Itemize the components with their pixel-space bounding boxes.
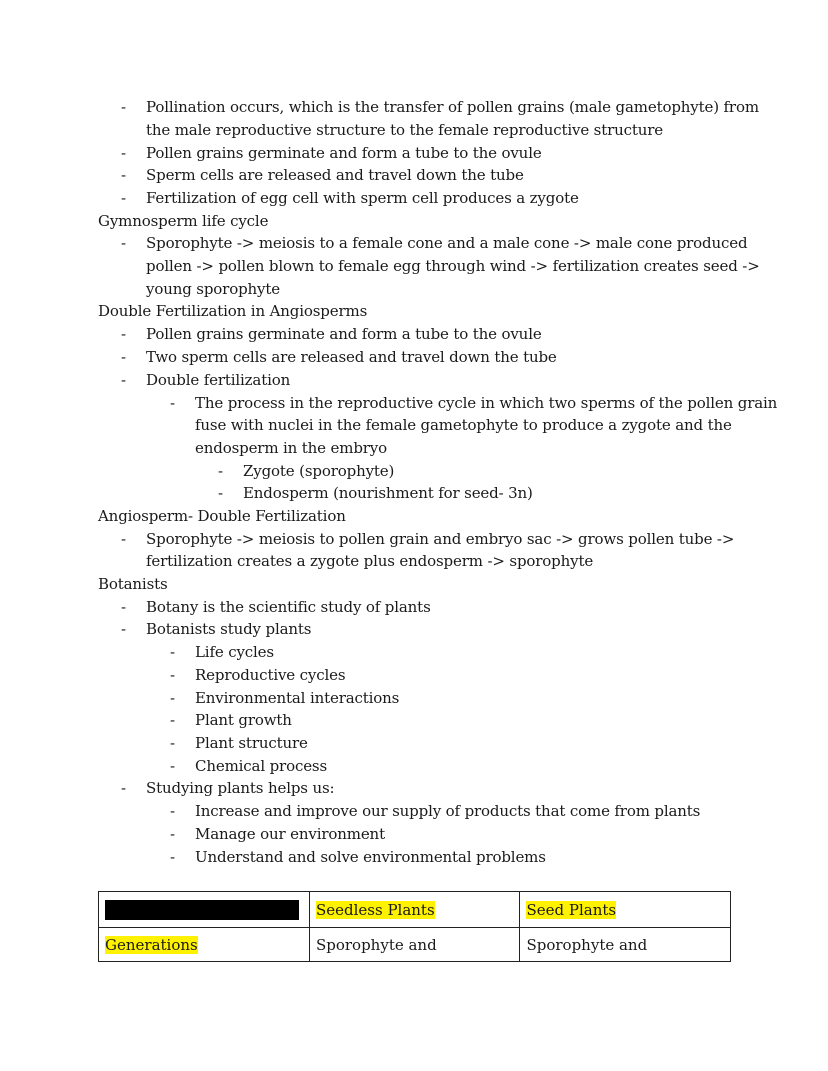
bullet-dash: - [121, 98, 127, 116]
helps-item-1: Increase and improve our supply of products that come from plants [195, 802, 701, 820]
pollination-line-1: Pollination occurs, which is the transfer of pollen grains (male gametophyte) from [146, 98, 759, 116]
gymnosperm-line-2: pollen -> pollen blown to female egg through wind -> fertilization creates seed -> [146, 257, 760, 275]
study-topic-4: Plant growth [195, 711, 292, 729]
bullet-dash: - [170, 666, 176, 684]
seedless-generations-value: Sporophyte and [315, 935, 437, 954]
gymnosperm-line-1: Sporophyte -> meiosis to a female cone and a male cone -> male cone produced [146, 234, 748, 252]
angiosperm-line-2: fertilization creates a zygote plus endosperm -> sporophyte [146, 552, 594, 570]
gymnosperm-heading: Gymnosperm life cycle [98, 212, 269, 230]
pollination-line-3: Pollen grains germinate and form a tube to the ovule [146, 144, 542, 162]
bullet-dash: - [121, 166, 127, 184]
angiosperm-heading: Angiosperm- Double Fertilization [98, 507, 346, 525]
helps-heading: Studying plants helps us: [146, 779, 335, 797]
botanists-item-1: Botany is the scientific study of plants [146, 598, 431, 616]
double-fertilization-heading: Double Fertilization in Angiosperms [98, 302, 368, 320]
seed-generations-value: Sporophyte and [526, 935, 648, 954]
angiosperm-line-1: Sporophyte -> meiosis to pollen grain and embryo sac -> grows pollen tube -> [146, 530, 735, 548]
bullet-dash: - [218, 462, 224, 480]
study-topic-5: Plant structure [195, 734, 308, 752]
bullet-dash: - [121, 234, 127, 252]
study-topic-3: Environmental interactions [195, 689, 400, 707]
table-cell [309, 928, 520, 962]
bullet-dash: - [170, 711, 176, 729]
bullet-dash: - [121, 325, 127, 343]
pollination-line-4: Sperm cells are released and travel down the tube [146, 166, 524, 184]
table-row [99, 928, 731, 962]
helps-item-2: Manage our environment [195, 825, 385, 843]
pollination-line-2: the male reproductive structure to the female reproductive structure [146, 121, 664, 139]
table-header-cell [520, 892, 731, 928]
bullet-dash: - [121, 371, 127, 389]
bullet-dash: - [121, 189, 127, 207]
table-cell [99, 928, 310, 962]
bullet-dash: - [121, 598, 127, 616]
double-sub-line-2: fuse with nuclei in the female gametophyte to produce a zygote and the [195, 416, 732, 434]
bullet-dash: - [218, 484, 224, 502]
bullet-dash: - [170, 643, 176, 661]
bullet-dash: - [170, 848, 176, 866]
bullet-dash: - [121, 144, 127, 162]
bullet-dash: - [170, 689, 176, 707]
table-header-cell [309, 892, 520, 928]
double-item-1: Pollen grains germinate and form a tube to the ovule [146, 325, 542, 343]
pollination-line-5: Fertilization of egg cell with sperm cell produces a zygote [146, 189, 579, 207]
bullet-dash: - [170, 825, 176, 843]
generations-label: Generations [105, 935, 198, 954]
botanists-item-2: Botanists study plants [146, 620, 312, 638]
bullet-dash: - [121, 620, 127, 638]
study-topic-6: Chemical process [195, 757, 328, 775]
comparison-table [98, 891, 731, 962]
seedless-plants-header: Seedless Plants [315, 900, 435, 919]
double-sub-item-2: Endosperm (nourishment for seed- 3n) [243, 484, 533, 502]
bullet-dash: - [170, 802, 176, 820]
study-topic-2: Reproductive cycles [195, 666, 346, 684]
redacted-block [105, 900, 299, 920]
double-item-3: Double fertilization [146, 371, 291, 389]
table-header-cell [99, 892, 310, 928]
double-item-2: Two sperm cells are released and travel down the tube [146, 348, 557, 366]
bullet-dash: - [170, 394, 176, 412]
bullet-dash: - [121, 348, 127, 366]
helps-item-3: Understand and solve environmental problems [195, 848, 546, 866]
bullet-dash: - [121, 530, 127, 548]
botanists-heading: Botanists [98, 575, 168, 593]
gymnosperm-line-3: young sporophyte [146, 280, 280, 298]
seed-plants-header: Seed Plants [526, 900, 617, 919]
double-sub-line-1: The process in the reproductive cycle in which two sperms of the pollen grain [195, 394, 778, 412]
table-header-row [99, 892, 731, 928]
double-sub-line-3: endosperm in the embryo [195, 439, 387, 457]
study-topic-1: Life cycles [195, 643, 274, 661]
double-sub-item-1: Zygote (sporophyte) [243, 462, 395, 480]
bullet-dash: - [170, 734, 176, 752]
table-cell [520, 928, 731, 962]
bullet-dash: - [121, 779, 127, 797]
bullet-dash: - [170, 757, 176, 775]
